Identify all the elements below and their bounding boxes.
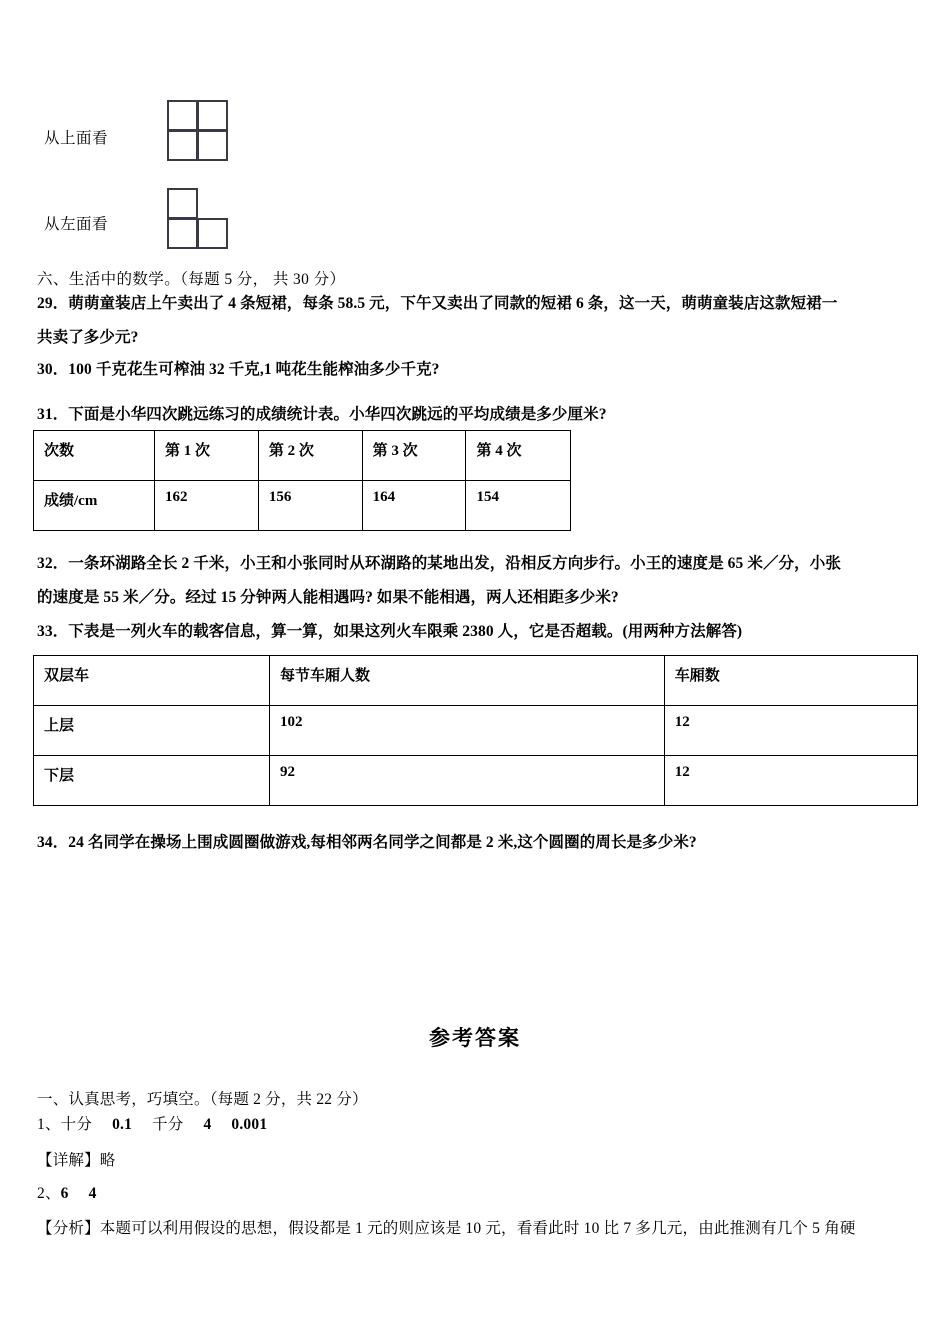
- table-cell: 第 3 次: [362, 431, 466, 481]
- table-cell: 第 2 次: [258, 431, 362, 481]
- question-30-line-1: 30．100 千克花生可榨油 32 千克,1 吨花生能榨油多少千克?: [37, 361, 440, 378]
- answer-1-prefix: 1、十分: [37, 1116, 93, 1133]
- table-cell: 第 4 次: [466, 431, 571, 481]
- table-cell: 12: [664, 756, 917, 806]
- question-29-line-1: 29．萌萌童装店上午卖出了 4 条短裙，每条 58.5 元，下午又卖出了同款的短裙 6 条，这一天，萌萌童装店这款短裙一: [37, 295, 838, 312]
- answer-explain-label: 【详解】略: [37, 1152, 116, 1169]
- table-cell: 双层车: [34, 656, 270, 706]
- answers-section-heading: 一、认真思考，巧填空。（每题 2 分，共 22 分）: [37, 1091, 368, 1108]
- answer-item-1: [37, 1112, 267, 1134]
- table-cell: 上层: [34, 706, 270, 756]
- figure-from-left-l-shape: [167, 188, 229, 250]
- table-cell: 92: [270, 756, 665, 806]
- question-34-line-1: 34．24 名同学在操场上围成圆圈做游戏,每相邻两名同学之间都是 2 米,这个圆圈的周长是多少米?: [37, 834, 697, 851]
- grid-cell: [167, 188, 198, 219]
- table-cell: 162: [155, 481, 259, 531]
- table-row: [34, 756, 918, 806]
- answer-2-value-2: 4: [88, 1185, 97, 1202]
- table-jump-results: [33, 430, 571, 531]
- answer-1-value-1: 0.1: [112, 1116, 133, 1133]
- table-row: [34, 431, 571, 481]
- answer-analysis: 【分析】本题可以利用假设的思想，假设都是 1 元的则应该是 10 元，看看此时 10 比 7 多几元，由此推测有几个 5 角硬: [37, 1220, 856, 1237]
- table-cell: 156: [258, 481, 362, 531]
- answer-2-prefix: 2、: [37, 1185, 61, 1202]
- table-row: [34, 656, 918, 706]
- table-cell: 每节车厢人数: [270, 656, 665, 706]
- question-33-line-1: 33．下表是一列火车的载客信息，算一算，如果这列火车限乘 2380 人，它是否超载。(用两种方法解答): [37, 623, 743, 640]
- grid-cell: [197, 218, 228, 249]
- table-cell: 12: [664, 706, 917, 756]
- answer-1-value-3: 0.001: [231, 1116, 268, 1133]
- question-29-line-2: 共卖了多少元?: [37, 329, 139, 346]
- grid-cell: [167, 130, 198, 161]
- answer-item-2: [37, 1181, 97, 1203]
- question-32-line-2: 的速度是 55 米／分。经过 15 分钟两人能相遇吗? 如果不能相遇，两人还相距多少米?: [37, 589, 619, 606]
- grid-cell: [197, 100, 228, 131]
- table-row: [34, 481, 571, 531]
- question-31-line-1: 31．下面是小华四次跳远练习的成绩统计表。小华四次跳远的平均成绩是多少厘米?: [37, 406, 607, 423]
- section-heading: 六、生活中的数学。（每题 5 分， 共 30 分）: [37, 271, 346, 288]
- question-32-line-1: 32．一条环湖路全长 2 千米，小王和小张同时从环湖路的某地出发，沿相反方向步行。小王的速度是 65 米／分，小张: [37, 555, 841, 572]
- table-train-capacity: [33, 655, 918, 806]
- table-row: [34, 706, 918, 756]
- answer-1-mid: 千分: [152, 1116, 184, 1133]
- table-cell: 次数: [34, 431, 155, 481]
- table-cell: 下层: [34, 756, 270, 806]
- table-cell: 154: [466, 481, 571, 531]
- view-label-from-top: 从上面看: [44, 130, 109, 147]
- view-label-from-left: 从左面看: [44, 216, 109, 233]
- answers-title: 参考答案: [429, 1026, 521, 1050]
- table-cell: 102: [270, 706, 665, 756]
- table-cell: 成绩/cm: [34, 481, 155, 531]
- grid-cell: [197, 130, 228, 161]
- figure-from-top-2x2-grid: [167, 100, 229, 162]
- answer-2-value-1: 6: [60, 1185, 69, 1202]
- table-cell: 车厢数: [664, 656, 917, 706]
- grid-cell: [167, 218, 198, 249]
- table-cell: 164: [362, 481, 466, 531]
- grid-cell: [167, 100, 198, 131]
- table-cell: 第 1 次: [155, 431, 259, 481]
- answer-1-value-2: 4: [203, 1116, 212, 1133]
